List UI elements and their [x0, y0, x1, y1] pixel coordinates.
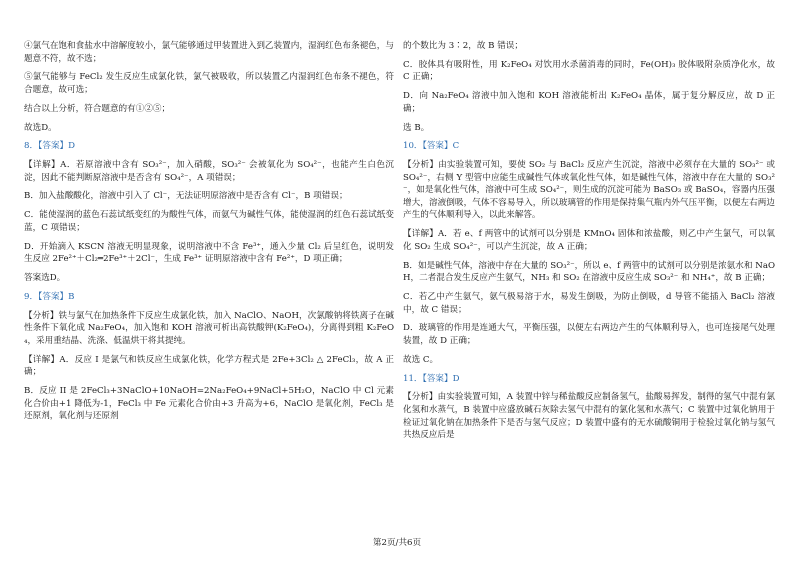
answer-heading-8: 8．【答案】D: [24, 141, 76, 152]
paragraph: D．玻璃管的作用是连通大气，平衡压强，以便左右两边产生的气体顺利导入，也可连接尾气处理装置，故 D 正确；: [403, 323, 775, 346]
paragraph: 选 B。: [403, 122, 430, 133]
paragraph: B．反应 II 是 2FeCl₃+3NaClO+10NaOH=2Na₂FeO₄+9NaCl+5H₂O，NaClO 中 Cl 元素化合价由+1 降低为-1，FeCl₃ 中 Fe 元素化合价由+3 升高为+6，NaClO 是氧化剂，FeCl₃ 是还原剂，氧化剂与还原剂: [24, 385, 394, 422]
paragraph: 【分析】由实验装置可知，A 装置中锌与稀盐酸反应制备氢气，盐酸易挥发，制得的氢气中混有氯化氢和水蒸气，B 装置中应盛放碱石灰除去氢气中混有的氯化氢和水蒸气；C 装置中过氧化钠用于检证过氧化钠在加热条件下是否与氢气反应；D 装置中盛有的无水硫酸铜用于检验过氧化钠与氢气共热反应后是: [403, 392, 775, 441]
paragraph: 故选 C。: [403, 354, 439, 365]
right-column: [403, 40, 775, 448]
paragraph: ⑤氯气能够与 FeCl₂ 发生反应生成氯化铁，氯气被吸收，所以装置乙内湿润红色布条不褪色，符合题意，故可选；: [24, 72, 394, 95]
paragraph: B．如是碱性气体，溶液中存在大量的 SO₃²⁻，所以 e、f 两管中的试剂可以分别是浓氨水和 NaOH，二者混合发生反应产生氨气，NH₃ 和 SO₂ 在溶液中反应生成 SO₃²⁻ 和 NH₄⁺，故 B 正确；: [403, 260, 775, 284]
answer-heading-9: 9．【答案】B: [24, 291, 75, 302]
paragraph: D．向 Na₂FeO₄ 溶液中加入饱和 KOH 溶液能析出 K₂FeO₄ 晶体，属于复分解反应，故 D 正确；: [403, 91, 775, 114]
answer-heading-11: 11．【答案】D: [403, 373, 460, 384]
paragraph: 答案选D。: [24, 273, 66, 283]
left-column: [24, 40, 394, 429]
paragraph: B．加入盐酸酸化，溶液中引入了 Cl⁻，无法证明原溶液中是否含有 Cl⁻，B 项错误；: [24, 191, 348, 202]
page-number: 第2页/共6页: [372, 538, 422, 548]
paragraph: 【详解】A．反应 I 是氯气和铁反应生成氯化铁，化学方程式是 2Fe+3Cl₂ △ 2FeCl₃，故 A 正确；: [24, 354, 394, 378]
paragraph: 的个数比为 3∶2，故 B 错误；: [403, 41, 523, 51]
paragraph: 结合以上分析，符合题意的有①②⑤；: [24, 103, 171, 114]
paragraph: 【详解】A．若原溶液中含有 SO₃²⁻，加入硝酸，SO₃²⁻ 会被氧化为 SO₄²⁻，也能产生白色沉淀，因此不能判断原溶液中是否含有 SO₄²⁻，A 项错误；: [24, 160, 394, 183]
paragraph: D．开始滴入 KSCN 溶液无明显现象，说明溶液中不含 Fe³⁺，通入少量 Cl₂ 后呈红色，说明发生反应 2Fe²⁺＋Cl₂═2Fe³⁺＋2Cl⁻，生成 Fe³⁺ 证明原溶液中含有 Fe²⁺，D 项正确；: [24, 241, 394, 265]
paragraph: ④氯气在饱和食盐水中溶解度较小，氯气能够通过甲装置进入到乙装置内，湿润红色布条褪色，与题意不符，故不选；: [24, 41, 394, 64]
paragraph: 故选D。: [24, 122, 57, 133]
paragraph: 【分析】铁与氯气在加热条件下反应生成氯化铁，加入 NaClO、NaOH，次氯酸钠将铁离子在碱性条件下氧化成 Na₂FeO₄，加入饱和 KOH 溶液可析出高铁酸钾(K₂FeO₄)，分离得到粗 K₂FeO₄，采用重结晶、洗涤、低温烘干将其提纯。: [24, 310, 394, 346]
paragraph: C．能使湿润的蓝色石蕊试纸变红的为酸性气体，而氨气为碱性气体，能使湿润的红色石蕊试纸变蓝，C 项错误；: [24, 210, 394, 233]
paragraph: C．若乙中产生氨气，氨气极易溶于水，易发生倒吸，为防止倒吸，d 导管不能插入 BaCl₂ 溶液中，故 C 错误；: [403, 292, 775, 315]
paragraph: 【分析】由实验装置可知，要使 SO₂ 与 BaCl₂ 反应产生沉淀，溶液中必须存在大量的 SO₃²⁻ 或 SO₄²⁻，右侧 Y 型管中应能生成碱性气体或氧化性气体，如是碱性气体，溶液中存在大量的 SO₃²⁻，如是氧化性气体，溶液中可生成 SO₄²⁻，则生成的沉淀可能为 BaSO₃ 或 BaSO₄，容器内压强增大，溶液倒吸，气体不容易导入，所以玻璃管的作用是保持集气瓶内外气压平衡，以便左右两边产生的气体顺利导入，以此来解答。: [403, 160, 775, 221]
paragraph: 【详解】A．若 e、f 两管中的试剂可以分别是 KMnO₄ 固体和浓盐酸，则乙中产生氯气，可以氧化 SO₂ 生成 SO₄²⁻，可以产生沉淀，故 A 正确；: [403, 229, 775, 252]
paragraph: C．胶体具有吸附性，用 K₂FeO₄ 对饮用水杀菌消毒的同时，Fe(OH)₃ 胶体吸附杂质净化水，故 C 正确；: [403, 59, 775, 83]
answer-heading-10: 10．【答案】C: [403, 141, 460, 152]
